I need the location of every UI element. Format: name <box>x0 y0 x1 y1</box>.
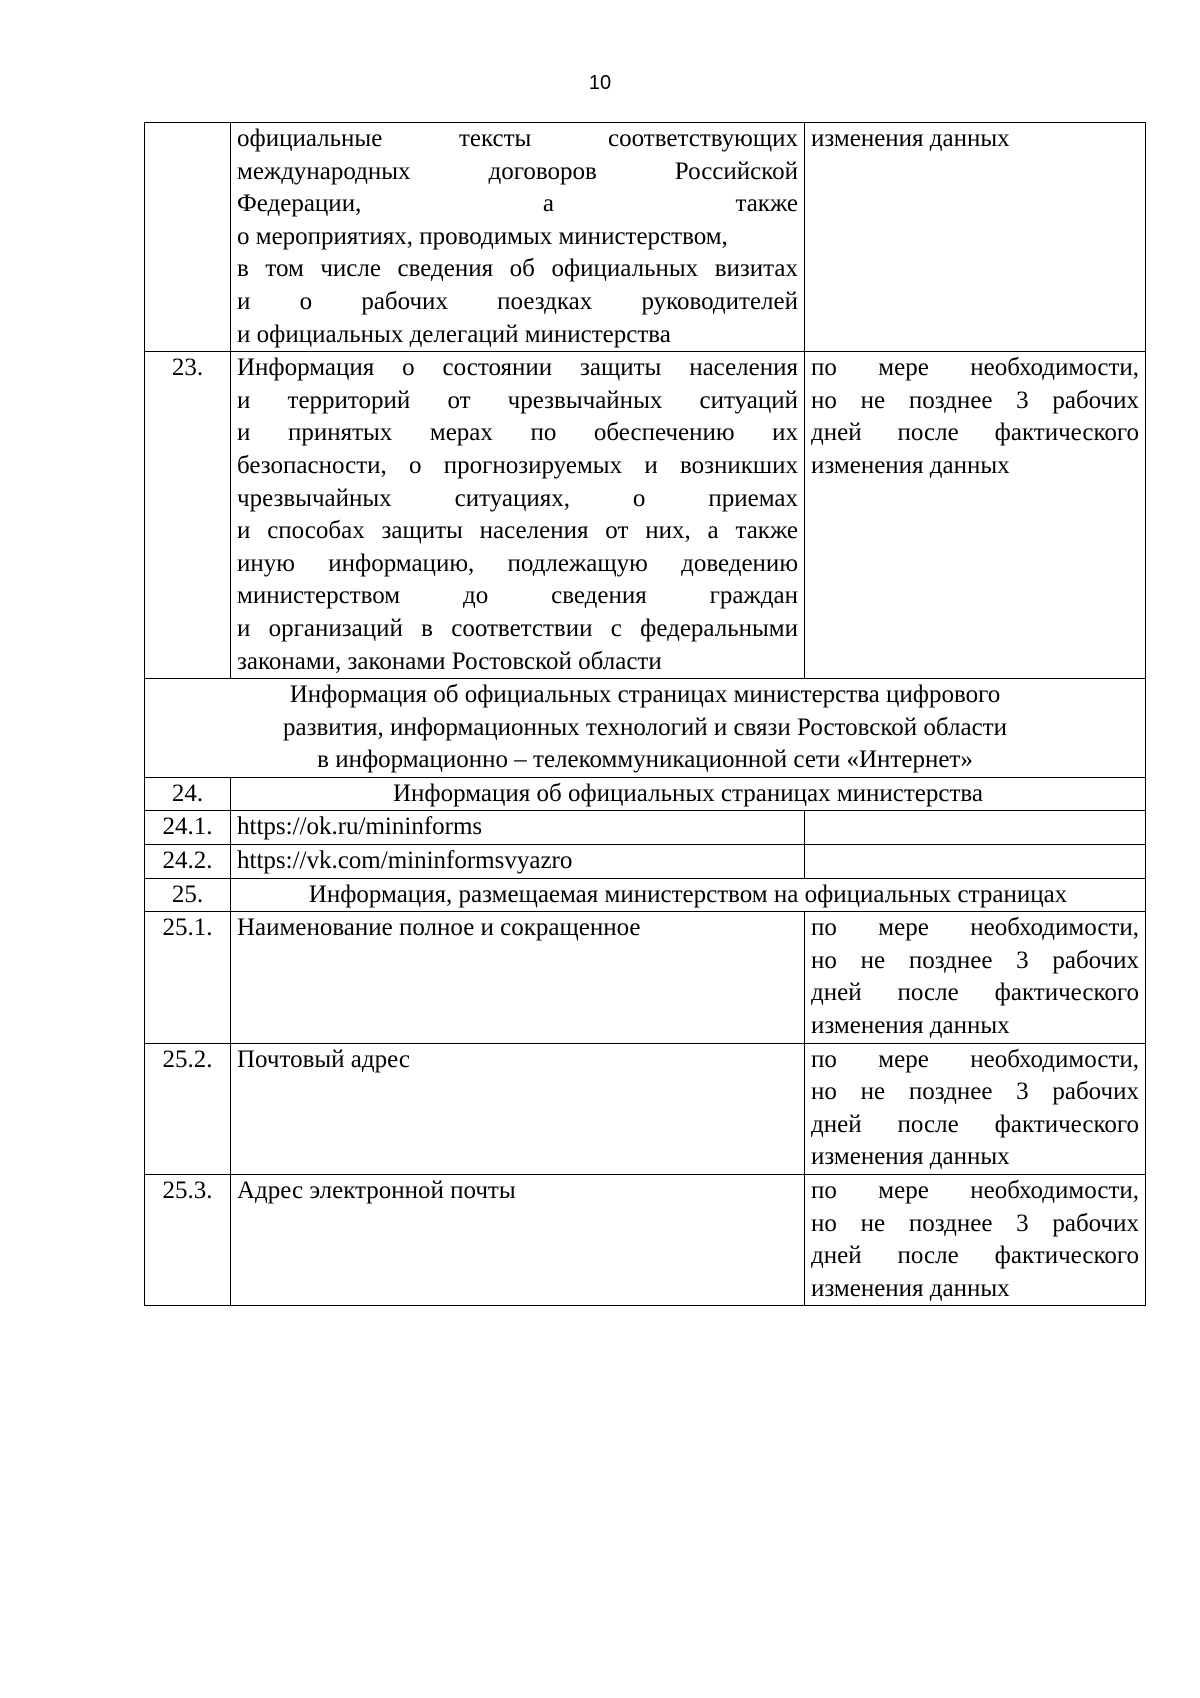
term-line: но не позднее 3 рабочих <box>811 1078 1139 1106</box>
term-line: но не позднее 3 рабочих <box>811 1209 1139 1237</box>
table-row <box>145 912 1146 1043</box>
row-number: 24.2. <box>145 845 231 879</box>
text-line: министерством до сведения граждан <box>237 582 798 610</box>
row-number: 24.1. <box>145 811 231 845</box>
term-line: дней после фактического <box>811 1242 1139 1270</box>
text-line: безопасности, о прогнозируемых и возникших <box>237 451 798 479</box>
term-line: но не позднее 3 рабочих <box>811 946 1139 974</box>
text-line: и принятых мерах по обеспечению их <box>237 419 798 447</box>
row-text: Почтовый адрес <box>231 1043 805 1174</box>
term-line: изменения данных <box>811 1143 1010 1171</box>
vk-link[interactable]: https://vk.com/mininformsvyazro <box>231 845 805 879</box>
row-number: 23. <box>145 352 231 679</box>
table-row <box>145 352 1146 679</box>
term-line: изменения данных <box>811 1274 1010 1302</box>
header-line: Информация об официальных страницах министерства цифрового <box>289 681 1001 709</box>
term-line: по мере необходимости, <box>811 914 1139 942</box>
row-text: Наименование полное и сокращенное <box>231 912 805 1043</box>
table-row <box>145 878 1146 912</box>
text-line: Информация о состоянии защиты населения <box>237 354 798 382</box>
term-line: по мере необходимости, <box>811 1045 1139 1073</box>
row-term <box>805 1043 1146 1174</box>
term-line: изменения данных <box>811 451 1010 479</box>
info-table <box>144 122 1146 1306</box>
row-term <box>805 811 1146 845</box>
row-term <box>805 1175 1146 1306</box>
row-number: 25.2. <box>145 1043 231 1174</box>
row-term <box>805 912 1146 1043</box>
term-line: но не позднее 3 рабочих <box>811 386 1139 414</box>
text-line: о мероприятиях, проводимых министерством, <box>237 222 728 250</box>
row-number: 25.3. <box>145 1175 231 1306</box>
table-row <box>145 1175 1146 1306</box>
text-line: и о рабочих поездках руководителей <box>237 287 798 315</box>
text-line: официальные тексты соответствующих <box>237 125 798 152</box>
row-text: Адрес электронной почты <box>231 1175 805 1306</box>
row-subheader: Информация об официальных страницах министерства <box>231 777 1146 811</box>
term-line: дней после фактического <box>811 419 1139 447</box>
text-line: чрезвычайных ситуациях, о приемах <box>237 484 798 512</box>
table-row <box>145 811 1146 845</box>
term-line: дней после фактического <box>811 1110 1139 1138</box>
header-line: в информационно – телекоммуникационной сети «Интернет» <box>317 746 973 774</box>
text-line: в том числе сведения об официальных визитах <box>237 255 798 283</box>
term-line: по мере необходимости, <box>811 354 1139 382</box>
table-row <box>145 777 1146 811</box>
table-row <box>145 1043 1146 1174</box>
section-header <box>145 679 1146 778</box>
row-number: 25.1. <box>145 912 231 1043</box>
row-term <box>805 352 1146 679</box>
page-number: 10 <box>588 72 612 94</box>
text-line: международных договоров Российской <box>237 157 798 185</box>
section-header-row <box>145 679 1146 778</box>
row-text <box>231 352 805 679</box>
row-subheader: Информация, размещаемая министерством на официальных страницах <box>231 878 1146 912</box>
text-line: и территорий от чрезвычайных ситуаций <box>237 386 798 414</box>
text-line: законами, законами Ростовской области <box>237 647 662 675</box>
text-line: и официальных делегаций министерства <box>237 320 671 348</box>
row-number: 24. <box>145 777 231 811</box>
table-row <box>145 845 1146 879</box>
row-text <box>231 123 805 352</box>
text-line: иную информацию, подлежащую доведению <box>237 549 798 577</box>
text-line: и способах защиты населения от них, а также <box>237 517 798 545</box>
row-number: 25. <box>145 878 231 912</box>
table-row <box>145 123 1146 352</box>
term-line: по мере необходимости, <box>811 1177 1139 1204</box>
text-line: Федерации, а также <box>237 190 798 218</box>
ok-link[interactable]: https://ok.ru/mininforms <box>231 811 805 845</box>
row-term <box>805 845 1146 879</box>
header-line: развития, информационных технологий и связи Ростовской области <box>283 713 1007 741</box>
text-line: и организаций в соответствии с федеральными <box>237 614 798 642</box>
term-line: дней после фактического <box>811 979 1139 1007</box>
row-term: изменения данных <box>805 123 1146 352</box>
row-number <box>145 123 231 352</box>
term-line: изменения данных <box>811 1012 1010 1040</box>
